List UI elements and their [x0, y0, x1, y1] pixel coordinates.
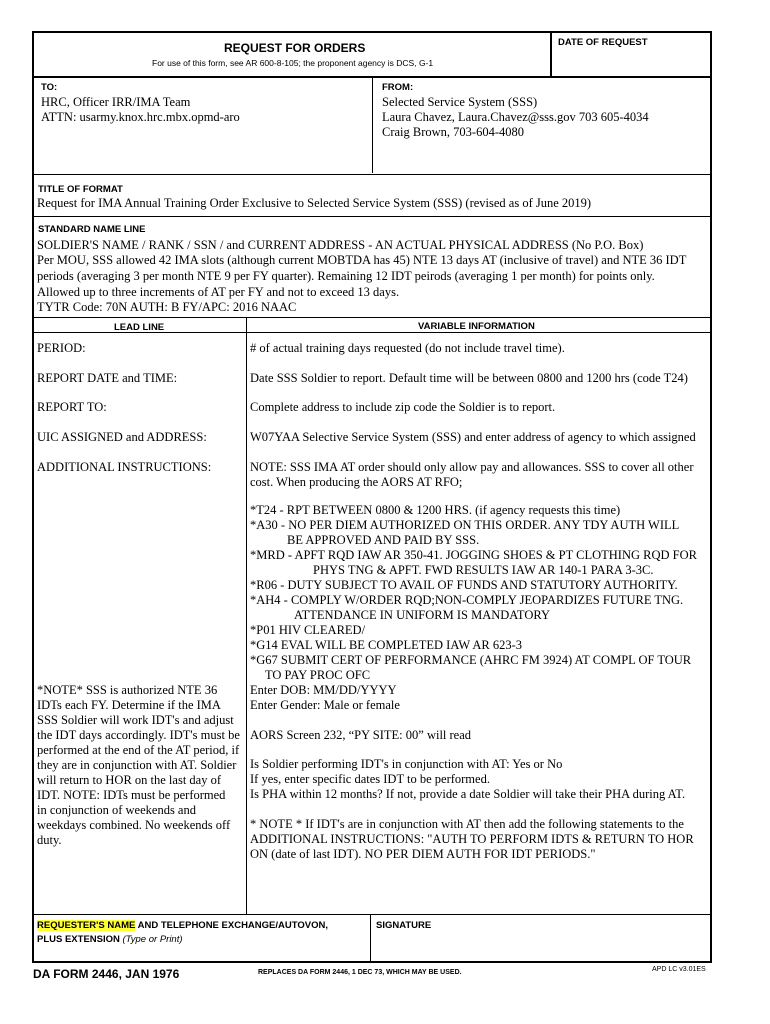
note-left-line: duty. [37, 833, 62, 847]
requester-label [37, 920, 328, 931]
replaces-note: REPLACES DA FORM 2446, 1 DEC 73, WHICH MAY BE USED. [258, 969, 462, 976]
name-line-bottom-line [33, 317, 711, 318]
note-left-line: performed at the end of the AT period, if [37, 743, 240, 757]
version-tag: APD LC v3.01ES [652, 966, 706, 973]
to-line-2: ATTN: usarmy.knox.hrc.mbx.opmd-aro [41, 110, 240, 124]
standard-name-line-1: SOLDIER'S NAME / RANK / SSN / and CURRENT ADDRESS - AN ACTUAL PHYSICAL ADDRESS (No P.O. Box) [37, 238, 644, 252]
form-title: REQUEST FOR ORDERS [224, 41, 366, 55]
signature-divider [370, 914, 371, 962]
code-line: Enter Gender: Male or female [250, 698, 400, 712]
from-label: FROM: [382, 82, 414, 93]
to-from-bottom-line [33, 174, 711, 175]
idt-line: Is PHA within 12 months? If not, provide a date Soldier will take their PHA during AT. [250, 787, 686, 801]
type-or-print-hint: (Type or Print) [122, 934, 183, 945]
code-line: *P01 HIV CLEARED/ [250, 623, 366, 637]
date-divider [550, 32, 552, 76]
to-from-divider [372, 77, 373, 173]
aors-screen-line: AORS Screen 232, “PY SITE: 00” will read [250, 728, 472, 742]
row-uic-info: W07YAA Selective Service System (SSS) and enter address of agency to which assigned [250, 430, 696, 444]
note-left-line: the IDT days accordingly. IDT's must be [37, 728, 240, 742]
row-additional-info-line-2: cost. When producing the AORS AT RFO; [250, 475, 463, 489]
note-left-line: IDTs each FY. Determine if the IMA [37, 698, 221, 712]
signature-label: SIGNATURE [376, 920, 432, 931]
variable-information-header: VARIABLE INFORMATION [418, 321, 535, 332]
code-line: *A30 - NO PER DIEM AUTHORIZED ON THIS ORDER. ANY TDY AUTH WILL [250, 518, 680, 532]
code-line: PHYS TNG & APFT. FWD RESULTS IAW AR 140-1 PARA 3-3C. [313, 563, 654, 577]
lead-line-header: LEAD LINE [114, 322, 165, 333]
code-line: TO PAY PROC OFC [265, 668, 371, 682]
code-line: *MRD - APFT RQD IAW AR 350-41. JOGGING SHOES & PT CLOTHING RQD FOR [250, 548, 697, 562]
final-note-line: ON (date of last IDT). NO PER DIEM AUTH FOR IDT PERIODS." [250, 847, 596, 861]
plus-extension-label: PLUS EXTENSION [37, 934, 120, 945]
note-left-line: *NOTE* SSS is authorized NTE 36 [37, 683, 218, 697]
row-report-date-lead: REPORT DATE and TIME: [37, 371, 178, 385]
to-label: TO: [41, 82, 58, 93]
to-line-1: HRC, Officer IRR/IMA Team [41, 95, 191, 109]
code-line: *G67 SUBMIT CERT OF PERFORMANCE (AHRC FM 3924) AT COMPL OF TOUR [250, 653, 692, 667]
note-left-line: IDT. NOTE: IDTs must be performed [37, 788, 226, 802]
from-line-3: Craig Brown, 703-604-4080 [382, 125, 524, 139]
title-of-format-value: Request for IMA Annual Training Order Exclusive to Selected Service System (SSS) (revised as of June 2019) [37, 196, 592, 210]
note-left-line: weekdays combined. No weekends off [37, 818, 231, 832]
from-line-2: Laura Chavez, Laura.Chavez@sss.gov 703 605-4034 [382, 110, 649, 124]
note-left-line: will return to HOR on the last day of [37, 773, 221, 787]
standard-name-line-3: periods (averaging 3 per month NTE 9 per FY quarter). Remaining 12 IDT peirods (averaging 1 per month) for points only. [37, 269, 655, 283]
row-report-to-lead: REPORT TO: [37, 400, 107, 414]
standard-name-line-5: TYTR Code: 70N AUTH: B FY/APC: 2016 NAAC [37, 300, 297, 314]
code-line: Enter DOB: MM/DD/YYYY [250, 683, 397, 697]
code-line: BE APPROVED AND PAID BY SSS. [287, 533, 480, 547]
title-of-format-label: TITLE OF FORMAT [38, 184, 123, 195]
row-period-info: # of actual training days requested (do not include travel time). [250, 341, 565, 355]
code-line: ATTENDANCE IN UNIFORM IS MANDATORY [294, 608, 551, 622]
row-additional-info: NOTE: SSS IMA AT order should only allow pay and allowances. SSS to cover all other [250, 460, 694, 474]
code-line: *R06 - DUTY SUBJECT TO AVAIL OF FUNDS AND STATUTORY AUTHORITY. [250, 578, 678, 592]
from-line-1: Selected Service System (SSS) [382, 95, 538, 109]
date-of-request-label: DATE OF REQUEST [558, 37, 648, 48]
body-bottom-line [33, 914, 711, 915]
note-left-line: they are in conjunction with AT. Soldier [37, 758, 237, 772]
idt-line: If yes, enter specific dates IDT to be performed. [250, 772, 490, 786]
standard-name-line-4: Allowed up to three increments of AT per FY and not to exceed 13 days. [37, 285, 400, 299]
requester-label-rest: AND TELEPHONE EXCHANGE/AUTOVON, [135, 920, 328, 931]
code-line: *T24 - RPT BETWEEN 0800 & 1200 HRS. (if agency requests this time) [250, 503, 621, 517]
row-report-date-info: Date SSS Soldier to report. Default time will be between 0800 and 1200 hrs (code T24) [250, 371, 688, 385]
title-bottom-line [33, 216, 711, 217]
note-left-line: SSS Soldier will work IDT's and adjust [37, 713, 234, 727]
standard-name-line-2: Per MOU, SSS allowed 42 IMA slots (although current MOBTDA has 45) NTE 13 days AT (inclusive of travel) and NTE 36 IDT [37, 253, 687, 267]
idt-line: Is Soldier performing IDT's in conjunction with AT: Yes or No [250, 757, 563, 771]
row-period-lead: PERIOD: [37, 341, 86, 355]
requesters-name-highlight: REQUESTER'S NAME [37, 920, 136, 931]
form-subtitle: For use of this form, see AR 600-8-105; the proponent agency is DCS, G-1 [152, 58, 434, 68]
row-uic-lead: UIC ASSIGNED and ADDRESS: [37, 430, 207, 444]
form-number: DA FORM 2446, JAN 1976 [33, 967, 180, 981]
final-note-line: ADDITIONAL INSTRUCTIONS: "AUTH TO PERFORM IDTS & RETURN TO HOR [250, 832, 694, 846]
row-report-to-info: Complete address to include zip code the Soldier is to report. [250, 400, 556, 414]
row-additional-lead: ADDITIONAL INSTRUCTIONS: [37, 460, 212, 474]
standard-name-line-label: STANDARD NAME LINE [38, 224, 146, 235]
column-divider [246, 318, 247, 914]
code-line: *G14 EVAL WILL BE COMPLETED IAW AR 623-3 [250, 638, 523, 652]
requester-label-line-2 [37, 934, 183, 945]
code-line: *AH4 - COMPLY W/ORDER RQD;NON-COMPLY JEOPARDIZES FUTURE TNG. [250, 593, 684, 607]
final-note-line: * NOTE * If IDT's are in conjunction with AT then add the following statements to the [250, 817, 684, 831]
note-left-line: in conjunction of weekends and [37, 803, 196, 817]
